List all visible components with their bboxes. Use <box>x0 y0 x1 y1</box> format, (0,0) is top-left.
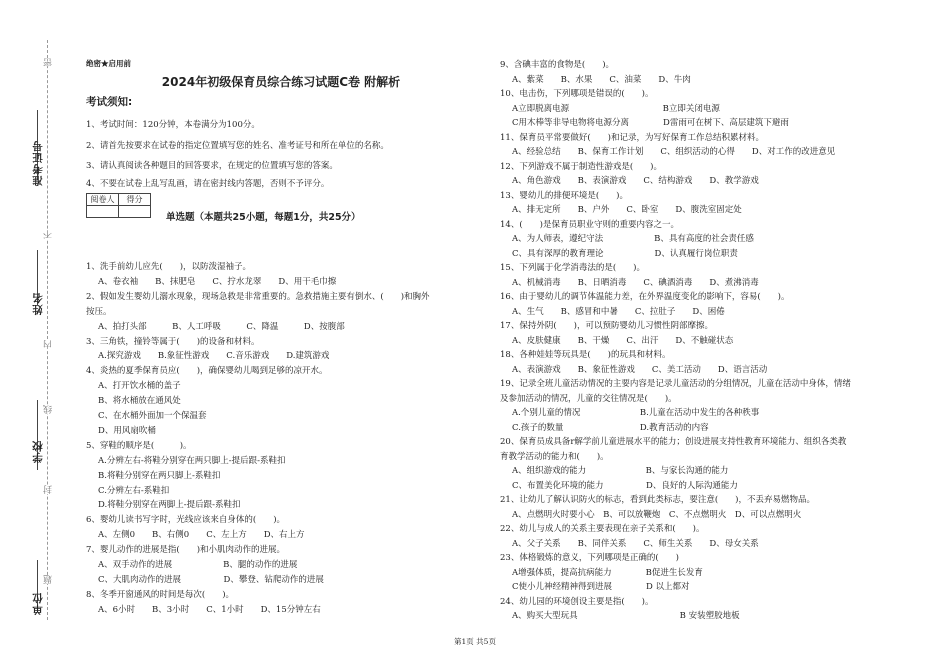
seal-mark: 密 <box>44 58 54 67</box>
question-line: 7、婴儿动作的进展是指( )和小肌肉动作的进展。 <box>86 545 286 556</box>
answer-option-line: A、双手动作的进展 B、腿的动作的进展 <box>98 560 298 570</box>
score-cell[interactable] <box>87 206 119 218</box>
answer-option-line: A、经验总结 B、保育工作计划 C、组织活动的心得 D、对工作的改进意见 <box>512 147 836 157</box>
answer-option-line: A立即脱离电源 B立即关闭电源 <box>512 103 720 114</box>
question-line: 21、让幼儿了解认识防火的标志，看到此类标志，要注意( )，不丢弃易燃物品。 <box>500 495 815 505</box>
label-name: 姓名 <box>32 292 44 315</box>
label-exam-number: 准考证号 <box>32 140 44 186</box>
question-line: 19、记录全班儿童活动情况的主要内容是记录儿童活动的分组情况，儿童在活动中身体，情绪 <box>500 379 851 389</box>
seal-mark: 不 <box>44 230 54 239</box>
question-line: 3、三角铁，撞铃等属于( )的设备和材料。 <box>86 336 260 347</box>
question-line: 20、保育员成具备r解学前儿童进展水平的能力；创设进展支持性教育环境能力、组织各类教 <box>500 437 847 447</box>
question-line: 11、保育员平常要做好( )和记录，为写好保育工作总结积累材料。 <box>500 132 764 143</box>
answer-option-line: A.分辨左右-将鞋分别穿在两只脚上-提后跟-系鞋扣 <box>98 455 286 466</box>
answer-option-line: C使小儿神经精神得到进展 D 以上都对 <box>512 582 690 592</box>
answer-option-line: C.分辨左右-系鞋扣 <box>98 485 170 496</box>
question-line: 1、洗手前幼儿应先( )，以防泼湿袖子。 <box>86 262 252 272</box>
answer-option-line: D.将鞋分别穿在两脚上-提后跟-系鞋扣 <box>98 500 241 511</box>
seal-mark: 题 <box>44 575 54 584</box>
answer-option-line: B.将鞋分别穿在两只脚上-系鞋扣 <box>98 470 221 481</box>
answer-option-line: A、表演游戏 B、象征性游戏 C、美工活动 D、语言活动 <box>512 364 768 375</box>
question-line: 12、下列游戏不属于制造性游戏是( )。 <box>500 161 662 172</box>
answer-option-line: B、将水桶放在通风处 <box>98 396 181 407</box>
score-table-score: 得分 <box>119 194 151 206</box>
score-cell[interactable] <box>119 206 151 218</box>
answer-option-line: A、紫菜 B、水果 C、油菜 D、牛肉 <box>512 74 691 85</box>
section-heading: 单选题（本题共25小题，每题1分，共25分） <box>166 212 361 223</box>
answer-option-line: A、6小时 B、3小时 C、1小时 D、15分钟左右 <box>98 604 321 615</box>
answer-option-line: D、用风扇吹桶 <box>98 425 156 436</box>
question-line: 6、婴幼儿读书写字时，光线应该来自身体的( )。 <box>86 515 286 526</box>
seal-mark: 内 <box>44 340 54 349</box>
answer-option-line: A、排无定所 B、户外 C、卧室 D、腹洗室固定处 <box>512 205 742 215</box>
question-line: 5、穿鞋的顺序是( )。 <box>86 440 192 451</box>
question-line: 18、各种娃娃等玩具是( )的玩具和材料。 <box>500 350 671 360</box>
answer-option-line: C.孩子的数量 D.教育活动的内容 <box>512 422 709 433</box>
answer-option-line: 及参加活动的情况，儿童的交往情况是( )。 <box>500 393 677 404</box>
question-line: 14、( )是保育员职业守则的重要内容之一。 <box>500 219 679 230</box>
answer-option-line: A.探究游戏 B.象征性游戏 C.音乐游戏 D.建筑游戏 <box>98 351 330 362</box>
exam-title: 2024年初级保育员综合练习试题C卷 附解析 <box>161 75 401 89</box>
answer-option-line: A、卷衣袖 B、抹肥皂 C、拧水龙翠 D、用干毛巾擦 <box>98 276 337 287</box>
note-item: 4、不要在试卷上乱写乱画，请在密封线内答题，否则不予评分。 <box>86 179 330 189</box>
question-line: 9、含碘丰富的食物是( )。 <box>500 60 615 70</box>
notes-heading: 考试须知: <box>86 96 133 108</box>
score-table-grader: 阅卷人 <box>87 194 119 206</box>
cut-line <box>47 40 48 620</box>
answer-option-line: A增强体质，提高抗病能力 B促进生长发育 <box>512 567 703 578</box>
answer-option-line: A、机械消毒 B、日晒消毒 C、碘酒消毒 D、煮沸消毒 <box>512 277 759 288</box>
answer-option-line: A、皮肤健康 B、干燥 C、出汗 D、不触碰状态 <box>512 335 734 346</box>
question-line: 23、体格锻炼的意义，下列哪项是正确的( ) <box>500 553 679 563</box>
answer-option-line: A、父子关系 B、同伴关系 C、师生关系 D、母女关系 <box>512 538 759 549</box>
seal-mark: 线 <box>44 405 54 414</box>
answer-option-line: 育教学活动的能力和( )。 <box>500 451 609 462</box>
question-line: 16、由于婴幼儿的调节体温能力差，在外界温度变化的影响下，容易( )。 <box>500 292 790 302</box>
answer-option-line: C、具有深厚的教育理论 D、认真履行岗位职责 <box>512 248 738 259</box>
question-line: 22、幼儿与成人的关系主要表现在亲子关系和( )。 <box>500 524 705 534</box>
answer-option-line: A、组织游戏的能力 B、与家长沟通的能力 <box>512 466 729 476</box>
answer-option-line: 按压。 <box>86 306 112 317</box>
note-item: 2、请首先按要求在试卷的指定位置填写您的姓名、准考证号和所在单位的名称。 <box>86 141 389 151</box>
question-line: 10、电击伤，下列哪项是错误的( )。 <box>500 89 654 99</box>
score-table <box>86 193 151 218</box>
binding-strip <box>0 0 70 671</box>
page-footer: 第1页 共5页 <box>454 637 496 646</box>
question-line: 15、下列属于化学消毒法的是( )。 <box>500 263 645 273</box>
question-line: 24、幼儿园的环境创设主要是指( )。 <box>500 596 654 607</box>
question-line: 2、假如发生婴幼儿溺水现象，现场急救是非常重要的。急救措施主要有倒水、( )和胸外 <box>86 291 430 302</box>
answer-option-line: A、购买大型玩具 B 安装塑胶地板 <box>512 611 740 621</box>
answer-option-line: C、大肌肉动作的进展 D、攀登、钻爬动作的进展 <box>98 574 324 585</box>
note-item: 3、请认真阅读各种题目的回答要求，在规定的位置填写您的答案。 <box>86 161 338 171</box>
answer-option-line: C、布置美化环境的能力 D、良好的人际沟通能力 <box>512 480 738 491</box>
answer-option-line: A、生气 B、感冒和中暑 C、拉肚子 D、困倦 <box>512 306 725 317</box>
answer-option-line: A、打开饮水桶的盖子 <box>98 381 181 392</box>
note-item: 1、考试时间：120分钟，本卷满分为100分。 <box>86 120 260 130</box>
answer-option-line: A.个别儿童的情况 B.儿童在活动中发生的各种秩事 <box>512 408 760 418</box>
question-line: 17、保持外阴( )，可以预防婴幼儿习惯性阴部摩擦。 <box>500 321 713 331</box>
question-line: 8、冬季开窗通风的时间是每次( )。 <box>86 589 235 600</box>
answer-option-line: A、点燃明火时要小心 B、可以放鞭炮 C、不点燃明火 D、可以点燃明火 <box>512 509 802 520</box>
secret-label: 绝密★启用前 <box>86 59 131 68</box>
label-unit: 单位 <box>32 592 44 615</box>
question-line: 13、婴幼儿的排便环境是( )。 <box>500 190 628 201</box>
answer-option-line: A、角色游戏 B、表演游戏 C、结构游戏 D、教学游戏 <box>512 176 759 186</box>
label-school: 学校 <box>32 440 44 463</box>
answer-option-line: A、拍打头部 B、人工呼吸 C、降温 D、按腹部 <box>98 321 345 332</box>
seal-mark: 封 <box>44 485 54 494</box>
answer-option-line: C、在水桶外面加一个保温套 <box>98 411 207 421</box>
answer-option-line: A、为人师表，遵纪守法 B、具有高度的社会责任感 <box>512 234 754 244</box>
answer-option-line: A、左侧0 B、右侧0 C、左上方 D、右上方 <box>98 530 305 541</box>
answer-option-line: C用木棒等非导电物将电源分离 D雷雨可在树下、高层建筑下避雨 <box>512 118 789 128</box>
question-line: 4、炎热的夏季保育员应( )，确保婴幼儿喝到足够的凉开水。 <box>86 366 328 377</box>
